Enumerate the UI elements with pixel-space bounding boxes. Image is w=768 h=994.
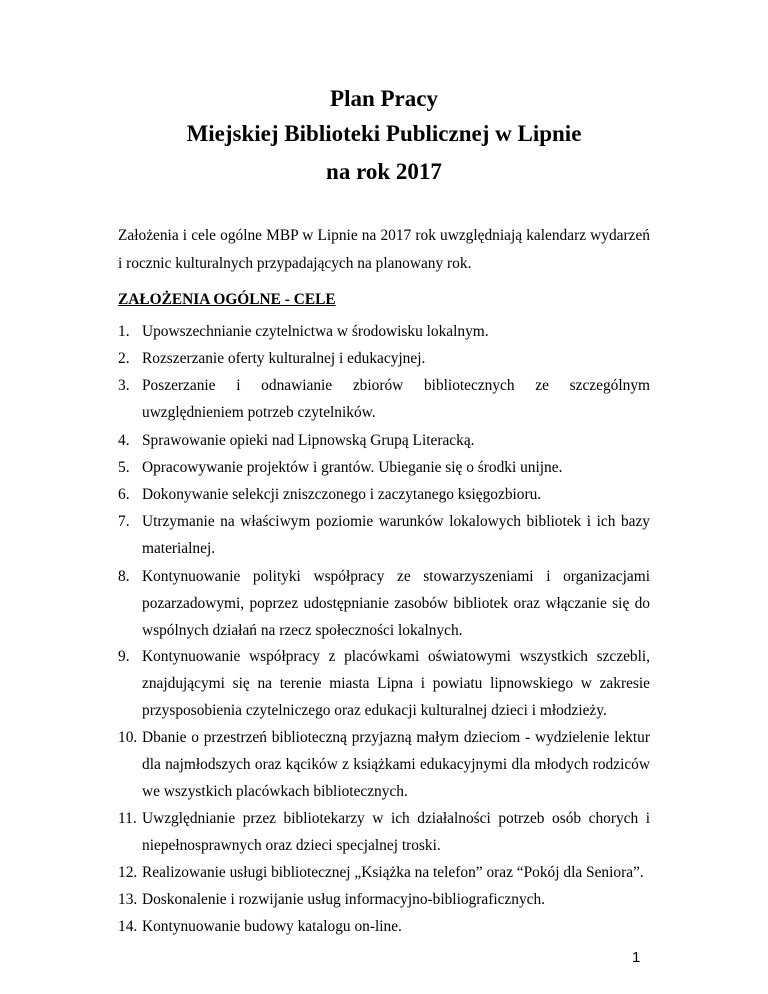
list-item xyxy=(118,724,650,806)
list-item-number: 9. xyxy=(118,648,130,665)
list-item xyxy=(118,427,650,454)
list-item xyxy=(118,886,650,913)
list-item-number: 14. xyxy=(118,918,138,935)
title-line-2: Miejskiej Biblioteki Publicznej w Lipnie xyxy=(186,121,582,146)
list-item-number: 4. xyxy=(118,432,130,449)
list-item-number: 6. xyxy=(118,486,130,503)
list-item-number: 13. xyxy=(118,891,138,908)
list-item-text: Sprawowanie opieki nad Lipnowską Grupą Literacką. xyxy=(142,432,475,449)
list-item xyxy=(118,805,650,859)
title-line-3: na rok 2017 xyxy=(326,159,442,184)
list-item-number: 11. xyxy=(118,810,137,827)
list-item-number: 5. xyxy=(118,459,130,476)
list-item-text: Kontynuowanie polityki współpracy ze stowarzyszeniami i organizacjami pozarzadowymi, poprzez udostępnianie zasobów bibliotek oraz włączanie się do wspólnych działań na rzecz społeczności lokalnych. xyxy=(142,568,650,640)
list-item-text: Kontynuowanie współpracy z placówkami oświatowymi wszystkich szczebli, znajdującymi się na terenie miasta Lipna i powiatu lipnowskiego w zakresie przysposobienia czytelniczego oraz edukacji kulturalnej dzieci i młodzieży. xyxy=(142,648,650,720)
list-item xyxy=(118,859,650,886)
list-item-text: Doskonalenie i rozwijanie usług informacyjno-bibliograficznych. xyxy=(142,891,546,908)
list-item xyxy=(118,913,650,940)
title-line-1: Plan Pracy xyxy=(330,86,438,111)
list-item-number: 12. xyxy=(118,864,138,881)
list-item-number: 3. xyxy=(118,377,130,394)
list-item-text: Dokonywanie selekcji zniszczonego i zaczytanego księgozbioru. xyxy=(142,486,542,503)
list-item-text: Opracowywanie projektów i grantów. Ubieganie się o środki unijne. xyxy=(142,459,563,476)
page-number: 1 xyxy=(632,949,641,966)
list-item xyxy=(118,508,650,562)
list-item xyxy=(118,481,650,508)
list-item-number: 2. xyxy=(118,350,130,367)
list-item-text: Upowszechnianie czytelnictwa w środowisku lokalnym. xyxy=(142,323,489,340)
list-item-number: 1. xyxy=(118,323,130,340)
section-heading: ZAŁOŻENIA OGÓLNE - CELE xyxy=(118,291,336,308)
list-item xyxy=(118,563,650,645)
intro-paragraph: Założenia i cele ogólne MBP w Lipnie na 2017 rok uwzględniają kalendarz wydarzeń i rocznic kulturalnych przypadających na planowany rok. xyxy=(118,227,650,272)
list-item xyxy=(118,643,650,725)
list-item-number: 7. xyxy=(118,513,130,530)
list-item-text: Rozszerzanie oferty kulturalnej i edukacyjnej. xyxy=(142,350,426,367)
list-item-number: 10. xyxy=(118,729,138,746)
list-item xyxy=(118,372,650,426)
list-item-text: Dbanie o przestrzeń biblioteczną przyjazną małym dzieciom - wydzielenie lektur dla najmłodszych oraz kącików z książkami edukacyjnymi dla młodych rodziców we wszystkich placówkach bibliotecznych. xyxy=(142,729,650,801)
list-item xyxy=(118,318,650,345)
list-item xyxy=(118,454,650,481)
list-item-text: Kontynuowanie budowy katalogu on-line. xyxy=(142,918,402,935)
list-item-text: Realizowanie usługi bibliotecznej „Książka na telefon” oraz “Pokój dla Seniora”. xyxy=(142,864,644,881)
list-item-number: 8. xyxy=(118,568,130,585)
list-item-text: Poszerzanie i odnawianie zbiorów bibliotecznych ze szczególnym uwzględnieniem potrzeb czytelników. xyxy=(142,377,650,422)
list-item xyxy=(118,345,650,372)
list-item-text: Uwzględnianie przez bibliotekarzy w ich działalności potrzeb osób chorych i niepełnosprawnych oraz dzieci specjalnej troski. xyxy=(142,810,650,855)
list-item-text: Utrzymanie na właściwym poziomie warunków lokalowych bibliotek i ich bazy materialnej. xyxy=(142,513,650,558)
